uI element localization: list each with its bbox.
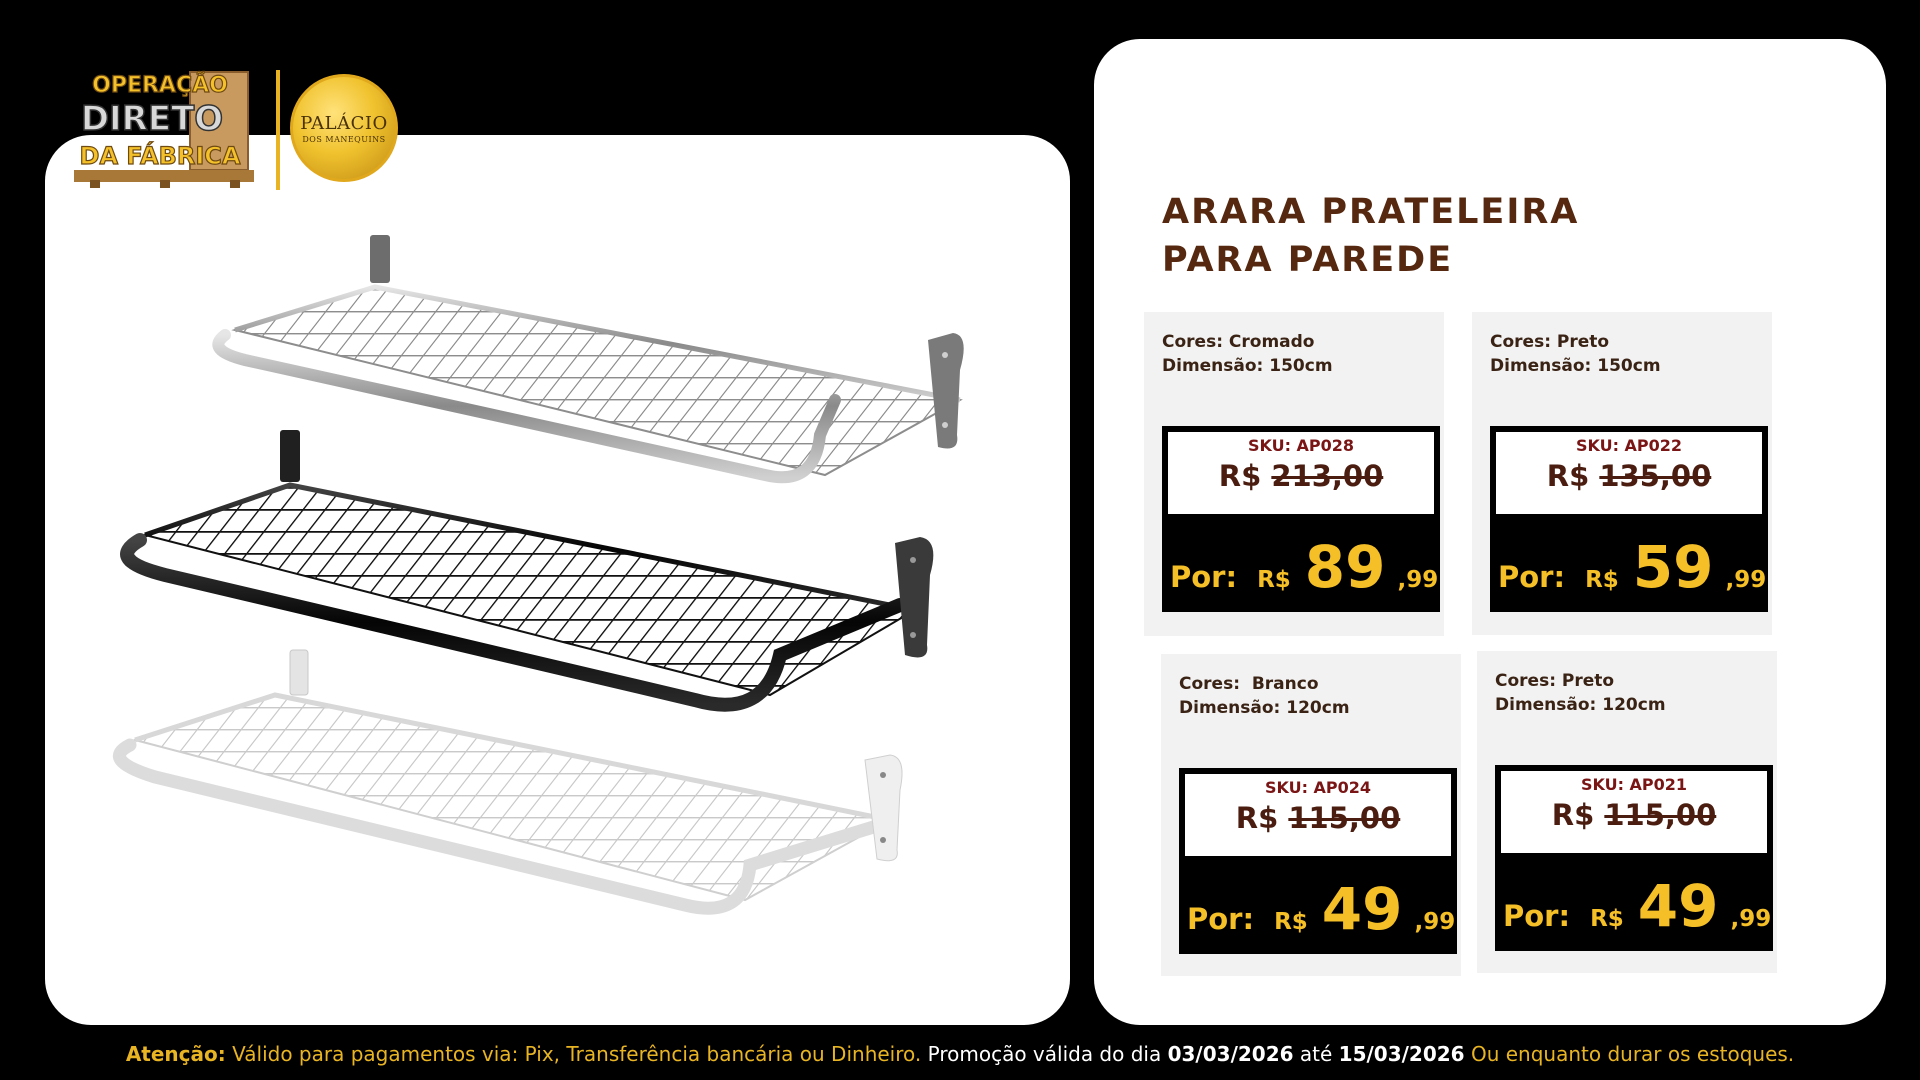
card-colors: Cores: Preto: [1495, 671, 1615, 691]
old-price: R$ 115,00: [1235, 801, 1401, 835]
old-price: R$ 135,00: [1546, 459, 1712, 493]
logo-divider: [276, 70, 280, 190]
campaign-logo-line3: DA FÁBRICA: [79, 142, 241, 170]
card-colors: Cores: Preto: [1490, 332, 1610, 352]
shelf-white: [119, 650, 902, 908]
sku-label: SKU: AP021: [1580, 775, 1688, 794]
product-title-line2: PARA PAREDE: [1162, 240, 1454, 280]
card-dimension: Dimensão: 150cm: [1162, 356, 1333, 376]
new-price: Por: R$ 59 ,99: [1498, 533, 1767, 601]
card-dimension: Dimensão: 120cm: [1179, 698, 1350, 718]
card-colors: Cores: Branco: [1179, 674, 1319, 694]
footer-notice: [0, 1040, 1920, 1068]
price-card-ap028: [1144, 312, 1444, 636]
footer-promo-text: Promoção válida do dia: [921, 1042, 1168, 1066]
price-box: [1179, 768, 1457, 954]
price-box: [1495, 765, 1773, 951]
new-price: Por: R$ 49 ,99: [1503, 872, 1772, 940]
footer-date-end: 15/03/2026: [1338, 1042, 1465, 1066]
store-logo: [290, 74, 398, 182]
campaign-logo: [70, 60, 260, 190]
price-box: [1162, 426, 1440, 612]
sku-label: SKU: AP028: [1247, 436, 1355, 455]
old-price: R$ 115,00: [1551, 798, 1717, 832]
card-dimension: Dimensão: 120cm: [1495, 695, 1666, 715]
price-card-ap022: [1472, 312, 1772, 635]
product-title: [1162, 188, 1579, 284]
price-box: [1490, 426, 1768, 612]
footer-payment: Válido para pagamentos via: Pix, Transferência bancária ou Dinheiro.: [225, 1042, 922, 1066]
new-price: Por: R$ 49 ,99: [1187, 875, 1456, 943]
campaign-logo-line2: DIRETO: [80, 99, 224, 139]
footer-label: Atenção:: [125, 1042, 226, 1066]
old-price: R$ 213,00: [1218, 459, 1384, 493]
footer-until: até: [1293, 1042, 1339, 1066]
campaign-logo-line1: OPERAÇÃO: [92, 73, 228, 98]
product-title-line1: ARARA PRATELEIRA: [1162, 192, 1580, 232]
footer-date-start: 03/03/2026: [1167, 1042, 1294, 1066]
card-colors: Cores: Cromado: [1162, 332, 1315, 352]
sku-label: SKU: AP024: [1264, 778, 1372, 797]
store-logo-name: PALÁCIO: [300, 112, 388, 134]
store-logo-subtitle: DOS MANEQUINS: [302, 134, 386, 144]
price-card-ap021: [1477, 651, 1777, 973]
price-card-ap024: [1161, 654, 1461, 976]
footer-stock: Ou enquanto durar os estoques.: [1464, 1042, 1795, 1066]
new-price: Por: R$ 89 ,99: [1170, 533, 1439, 601]
sku-label: SKU: AP022: [1575, 436, 1683, 455]
product-illustration: [45, 135, 1070, 1025]
shelf-chrome: [218, 235, 963, 477]
card-dimension: Dimensão: 150cm: [1490, 356, 1661, 376]
product-image-panel: [45, 135, 1070, 1025]
